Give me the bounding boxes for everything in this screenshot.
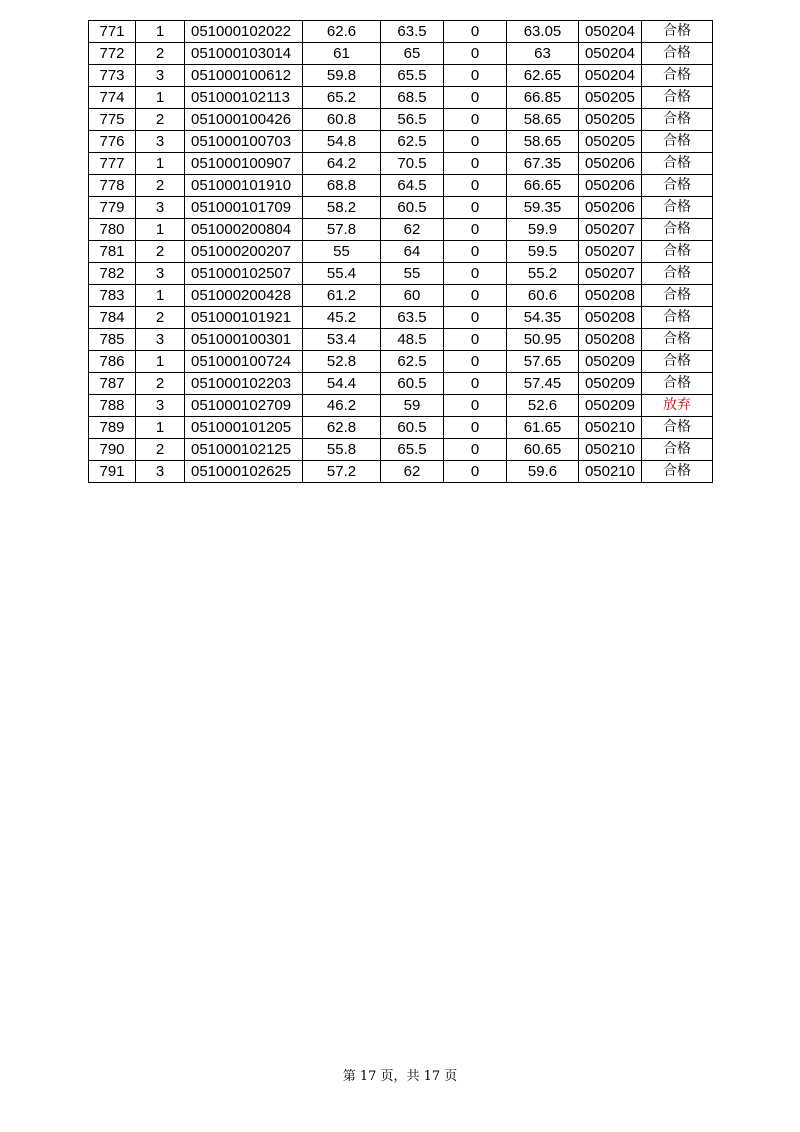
table-row bbox=[89, 439, 713, 461]
cell-total: 59.35 bbox=[507, 197, 579, 219]
cell-group: 2 bbox=[136, 373, 185, 395]
cell-score-1: 60.8 bbox=[303, 109, 381, 131]
cell-score-2: 60.5 bbox=[381, 373, 444, 395]
cell-status: 合格 bbox=[642, 329, 713, 351]
cell-score-1: 59.8 bbox=[303, 65, 381, 87]
cell-group: 1 bbox=[136, 21, 185, 43]
cell-code: 050204 bbox=[579, 21, 642, 43]
cell-seq: 784 bbox=[89, 307, 136, 329]
results-table-body bbox=[89, 21, 713, 483]
cell-score-1: 68.8 bbox=[303, 175, 381, 197]
cell-score-2: 48.5 bbox=[381, 329, 444, 351]
cell-status: 合格 bbox=[642, 131, 713, 153]
cell-group: 1 bbox=[136, 219, 185, 241]
cell-id: 051000100426 bbox=[185, 109, 303, 131]
cell-status: 合格 bbox=[642, 65, 713, 87]
cell-score-1: 55.8 bbox=[303, 439, 381, 461]
cell-code: 050207 bbox=[579, 241, 642, 263]
cell-score-3: 0 bbox=[444, 131, 507, 153]
cell-total: 54.35 bbox=[507, 307, 579, 329]
cell-score-1: 64.2 bbox=[303, 153, 381, 175]
cell-score-2: 65 bbox=[381, 43, 444, 65]
cell-group: 1 bbox=[136, 285, 185, 307]
cell-score-2: 56.5 bbox=[381, 109, 444, 131]
cell-seq: 785 bbox=[89, 329, 136, 351]
cell-code: 050206 bbox=[579, 153, 642, 175]
table-row bbox=[89, 307, 713, 329]
cell-group: 3 bbox=[136, 395, 185, 417]
cell-score-2: 64 bbox=[381, 241, 444, 263]
cell-total: 66.85 bbox=[507, 87, 579, 109]
cell-score-1: 55 bbox=[303, 241, 381, 263]
cell-score-3: 0 bbox=[444, 197, 507, 219]
cell-seq: 777 bbox=[89, 153, 136, 175]
cell-id: 051000200207 bbox=[185, 241, 303, 263]
cell-seq: 773 bbox=[89, 65, 136, 87]
cell-score-2: 68.5 bbox=[381, 87, 444, 109]
cell-score-3: 0 bbox=[444, 87, 507, 109]
cell-score-1: 52.8 bbox=[303, 351, 381, 373]
table-row bbox=[89, 43, 713, 65]
cell-seq: 776 bbox=[89, 131, 136, 153]
cell-score-1: 55.4 bbox=[303, 263, 381, 285]
cell-code: 050206 bbox=[579, 175, 642, 197]
table-row bbox=[89, 219, 713, 241]
cell-group: 1 bbox=[136, 417, 185, 439]
cell-id: 051000100724 bbox=[185, 351, 303, 373]
cell-status: 合格 bbox=[642, 461, 713, 483]
cell-group: 1 bbox=[136, 87, 185, 109]
cell-score-3: 0 bbox=[444, 263, 507, 285]
cell-score-1: 57.8 bbox=[303, 219, 381, 241]
table-row bbox=[89, 329, 713, 351]
cell-score-2: 62 bbox=[381, 461, 444, 483]
cell-code: 050207 bbox=[579, 263, 642, 285]
cell-score-3: 0 bbox=[444, 285, 507, 307]
cell-id: 051000102022 bbox=[185, 21, 303, 43]
cell-score-1: 54.8 bbox=[303, 131, 381, 153]
cell-group: 3 bbox=[136, 131, 185, 153]
cell-score-2: 60.5 bbox=[381, 197, 444, 219]
cell-score-2: 62.5 bbox=[381, 131, 444, 153]
cell-code: 050205 bbox=[579, 87, 642, 109]
table-row bbox=[89, 109, 713, 131]
cell-total: 59.9 bbox=[507, 219, 579, 241]
cell-total: 55.2 bbox=[507, 263, 579, 285]
cell-group: 3 bbox=[136, 197, 185, 219]
cell-total: 61.65 bbox=[507, 417, 579, 439]
table-row bbox=[89, 197, 713, 219]
table-row bbox=[89, 153, 713, 175]
cell-status: 合格 bbox=[642, 43, 713, 65]
cell-id: 051000101910 bbox=[185, 175, 303, 197]
cell-score-2: 63.5 bbox=[381, 21, 444, 43]
cell-group: 2 bbox=[136, 175, 185, 197]
cell-id: 051000100907 bbox=[185, 153, 303, 175]
cell-code: 050208 bbox=[579, 285, 642, 307]
cell-score-3: 0 bbox=[444, 43, 507, 65]
cell-score-2: 63.5 bbox=[381, 307, 444, 329]
cell-status: 合格 bbox=[642, 175, 713, 197]
cell-score-2: 65.5 bbox=[381, 65, 444, 87]
cell-status: 合格 bbox=[642, 87, 713, 109]
cell-score-1: 61.2 bbox=[303, 285, 381, 307]
cell-seq: 780 bbox=[89, 219, 136, 241]
cell-group: 2 bbox=[136, 43, 185, 65]
cell-code: 050210 bbox=[579, 461, 642, 483]
table-row bbox=[89, 263, 713, 285]
cell-score-3: 0 bbox=[444, 109, 507, 131]
table-row bbox=[89, 285, 713, 307]
cell-total: 59.5 bbox=[507, 241, 579, 263]
cell-id: 051000200804 bbox=[185, 219, 303, 241]
cell-status: 合格 bbox=[642, 417, 713, 439]
cell-score-2: 62 bbox=[381, 219, 444, 241]
cell-id: 051000101205 bbox=[185, 417, 303, 439]
cell-id: 051000100703 bbox=[185, 131, 303, 153]
cell-code: 050208 bbox=[579, 307, 642, 329]
cell-score-3: 0 bbox=[444, 65, 507, 87]
cell-id: 051000101709 bbox=[185, 197, 303, 219]
cell-seq: 786 bbox=[89, 351, 136, 373]
cell-group: 1 bbox=[136, 351, 185, 373]
cell-status: 放弃 bbox=[642, 395, 713, 417]
cell-status: 合格 bbox=[642, 263, 713, 285]
page-footer: 第 17 页，共 17 页 bbox=[342, 1069, 458, 1084]
cell-score-2: 60 bbox=[381, 285, 444, 307]
cell-score-3: 0 bbox=[444, 153, 507, 175]
cell-total: 66.65 bbox=[507, 175, 579, 197]
cell-score-1: 58.2 bbox=[303, 197, 381, 219]
cell-score-3: 0 bbox=[444, 417, 507, 439]
cell-id: 051000102625 bbox=[185, 461, 303, 483]
cell-total: 59.6 bbox=[507, 461, 579, 483]
cell-group: 3 bbox=[136, 65, 185, 87]
cell-code: 050210 bbox=[579, 439, 642, 461]
cell-code: 050204 bbox=[579, 65, 642, 87]
cell-total: 58.65 bbox=[507, 131, 579, 153]
cell-id: 051000102709 bbox=[185, 395, 303, 417]
cell-group: 2 bbox=[136, 439, 185, 461]
cell-seq: 789 bbox=[89, 417, 136, 439]
cell-total: 50.95 bbox=[507, 329, 579, 351]
cell-total: 58.65 bbox=[507, 109, 579, 131]
cell-group: 2 bbox=[136, 241, 185, 263]
cell-group: 2 bbox=[136, 307, 185, 329]
cell-code: 050206 bbox=[579, 197, 642, 219]
table-row bbox=[89, 87, 713, 109]
cell-status: 合格 bbox=[642, 373, 713, 395]
cell-seq: 772 bbox=[89, 43, 136, 65]
cell-score-3: 0 bbox=[444, 219, 507, 241]
cell-score-3: 0 bbox=[444, 461, 507, 483]
cell-total: 67.35 bbox=[507, 153, 579, 175]
table-row bbox=[89, 175, 713, 197]
cell-score-2: 62.5 bbox=[381, 351, 444, 373]
cell-code: 050205 bbox=[579, 131, 642, 153]
cell-total: 57.65 bbox=[507, 351, 579, 373]
cell-seq: 775 bbox=[89, 109, 136, 131]
cell-score-2: 65.5 bbox=[381, 439, 444, 461]
cell-seq: 778 bbox=[89, 175, 136, 197]
cell-status: 合格 bbox=[642, 439, 713, 461]
table-row bbox=[89, 21, 713, 43]
cell-total: 52.6 bbox=[507, 395, 579, 417]
cell-code: 050209 bbox=[579, 395, 642, 417]
table-row bbox=[89, 65, 713, 87]
cell-score-3: 0 bbox=[444, 21, 507, 43]
cell-id: 051000102113 bbox=[185, 87, 303, 109]
cell-seq: 782 bbox=[89, 263, 136, 285]
cell-seq: 774 bbox=[89, 87, 136, 109]
cell-code: 050208 bbox=[579, 329, 642, 351]
cell-score-3: 0 bbox=[444, 241, 507, 263]
cell-status: 合格 bbox=[642, 307, 713, 329]
cell-id: 051000101921 bbox=[185, 307, 303, 329]
table-row bbox=[89, 417, 713, 439]
cell-status: 合格 bbox=[642, 285, 713, 307]
cell-status: 合格 bbox=[642, 109, 713, 131]
table-row bbox=[89, 461, 713, 483]
cell-code: 050209 bbox=[579, 373, 642, 395]
cell-score-3: 0 bbox=[444, 395, 507, 417]
cell-id: 051000100301 bbox=[185, 329, 303, 351]
cell-score-3: 0 bbox=[444, 175, 507, 197]
cell-seq: 791 bbox=[89, 461, 136, 483]
cell-score-1: 61 bbox=[303, 43, 381, 65]
table-row bbox=[89, 241, 713, 263]
cell-score-1: 62.6 bbox=[303, 21, 381, 43]
cell-total: 63.05 bbox=[507, 21, 579, 43]
cell-score-2: 55 bbox=[381, 263, 444, 285]
cell-score-2: 70.5 bbox=[381, 153, 444, 175]
table-row bbox=[89, 131, 713, 153]
cell-total: 62.65 bbox=[507, 65, 579, 87]
table-row bbox=[89, 373, 713, 395]
cell-score-3: 0 bbox=[444, 439, 507, 461]
cell-score-1: 53.4 bbox=[303, 329, 381, 351]
cell-total: 57.45 bbox=[507, 373, 579, 395]
cell-score-1: 65.2 bbox=[303, 87, 381, 109]
cell-id: 051000103014 bbox=[185, 43, 303, 65]
cell-score-3: 0 bbox=[444, 373, 507, 395]
cell-score-3: 0 bbox=[444, 351, 507, 373]
cell-seq: 783 bbox=[89, 285, 136, 307]
cell-seq: 790 bbox=[89, 439, 136, 461]
cell-code: 050205 bbox=[579, 109, 642, 131]
table-row bbox=[89, 351, 713, 373]
cell-status: 合格 bbox=[642, 219, 713, 241]
cell-status: 合格 bbox=[642, 153, 713, 175]
cell-seq: 779 bbox=[89, 197, 136, 219]
cell-status: 合格 bbox=[642, 351, 713, 373]
cell-seq: 788 bbox=[89, 395, 136, 417]
cell-group: 3 bbox=[136, 263, 185, 285]
cell-seq: 787 bbox=[89, 373, 136, 395]
cell-id: 051000102125 bbox=[185, 439, 303, 461]
cell-score-1: 45.2 bbox=[303, 307, 381, 329]
cell-code: 050210 bbox=[579, 417, 642, 439]
cell-score-2: 60.5 bbox=[381, 417, 444, 439]
cell-score-1: 62.8 bbox=[303, 417, 381, 439]
cell-group: 3 bbox=[136, 329, 185, 351]
cell-code: 050204 bbox=[579, 43, 642, 65]
cell-score-3: 0 bbox=[444, 329, 507, 351]
table-row bbox=[89, 395, 713, 417]
cell-total: 60.65 bbox=[507, 439, 579, 461]
cell-id: 051000102507 bbox=[185, 263, 303, 285]
cell-score-2: 59 bbox=[381, 395, 444, 417]
cell-score-1: 57.2 bbox=[303, 461, 381, 483]
cell-group: 1 bbox=[136, 153, 185, 175]
cell-score-2: 64.5 bbox=[381, 175, 444, 197]
cell-score-1: 54.4 bbox=[303, 373, 381, 395]
cell-status: 合格 bbox=[642, 241, 713, 263]
cell-seq: 781 bbox=[89, 241, 136, 263]
cell-total: 60.6 bbox=[507, 285, 579, 307]
cell-id: 051000100612 bbox=[185, 65, 303, 87]
cell-score-3: 0 bbox=[444, 307, 507, 329]
cell-status: 合格 bbox=[642, 21, 713, 43]
cell-code: 050207 bbox=[579, 219, 642, 241]
results-table bbox=[88, 20, 713, 483]
cell-group: 2 bbox=[136, 109, 185, 131]
cell-group: 3 bbox=[136, 461, 185, 483]
cell-id: 051000102203 bbox=[185, 373, 303, 395]
cell-id: 051000200428 bbox=[185, 285, 303, 307]
cell-score-1: 46.2 bbox=[303, 395, 381, 417]
cell-seq: 771 bbox=[89, 21, 136, 43]
cell-code: 050209 bbox=[579, 351, 642, 373]
cell-status: 合格 bbox=[642, 197, 713, 219]
cell-total: 63 bbox=[507, 43, 579, 65]
